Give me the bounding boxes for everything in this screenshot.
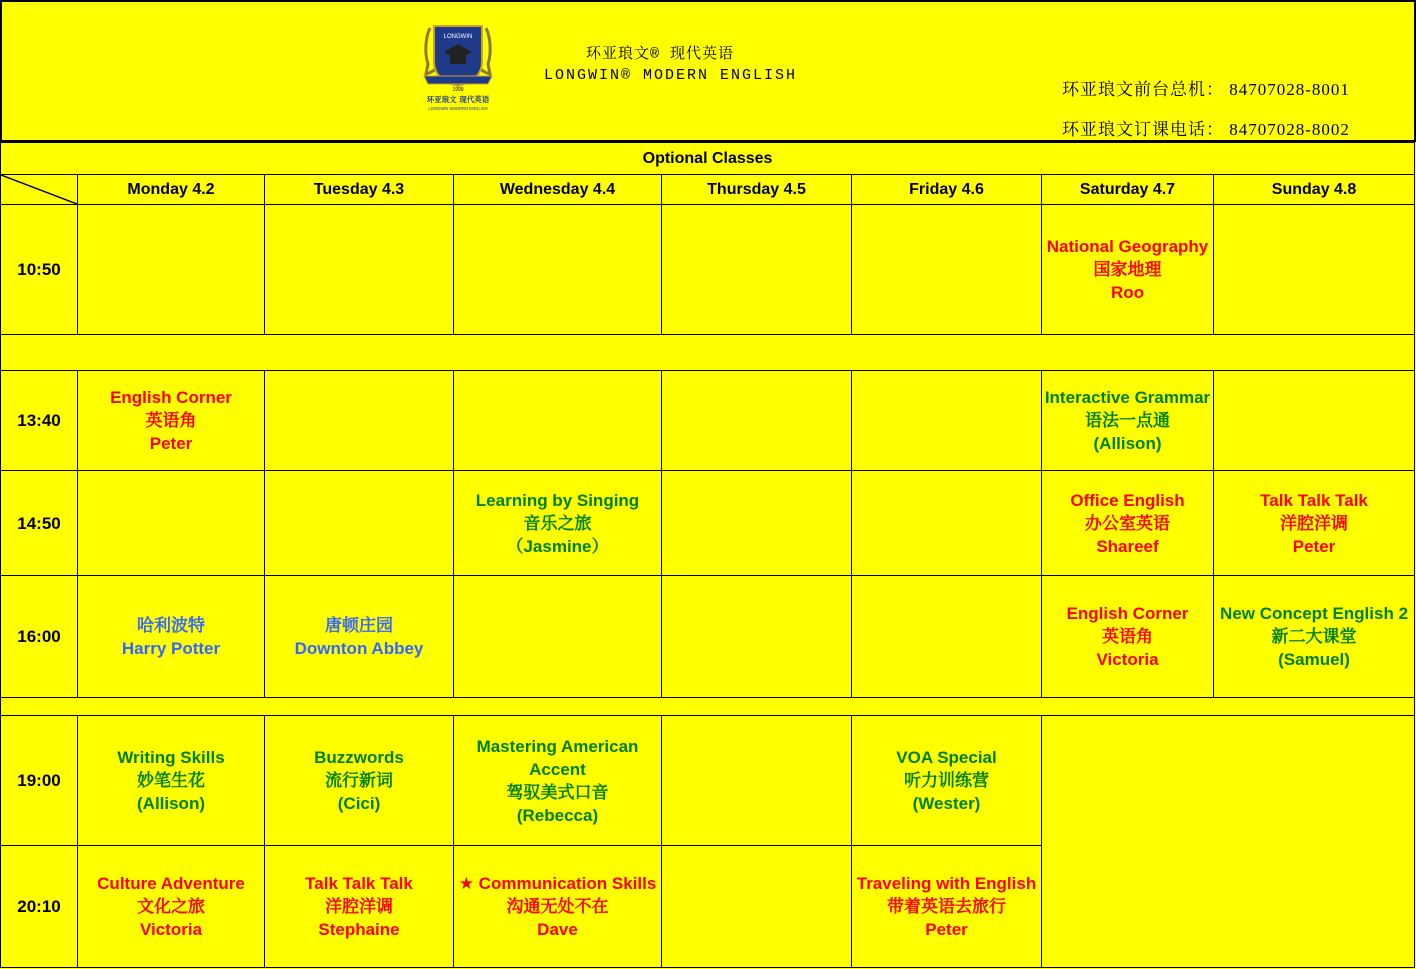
class-cell — [1042, 371, 1214, 471]
class-name-cn: 驾驭美式口音 — [506, 782, 609, 802]
class-name-cn: 带着英语去旅行 — [887, 897, 1006, 916]
teacher-name: (Rebecca) — [516, 805, 599, 825]
teacher-name: (Cici) — [337, 794, 381, 813]
empty-cell — [454, 205, 662, 335]
corner-cell — [1, 175, 78, 205]
class-cell — [1042, 576, 1214, 698]
longwin-logo — [420, 22, 496, 112]
class-name: English Corner — [110, 388, 232, 407]
class-cell — [1042, 471, 1214, 576]
empty-cell — [662, 576, 852, 698]
svg-text:LONGWIN: LONGWIN — [443, 34, 473, 40]
day-header: Sunday 4.8 — [1214, 175, 1415, 205]
day-header: Tuesday 4.3 — [265, 175, 454, 205]
teacher-name: Stephaine — [318, 920, 400, 939]
class-name: Writing Skills — [117, 748, 225, 767]
class-name: Talk Talk Talk — [1260, 490, 1368, 510]
empty-cell — [852, 205, 1042, 335]
teacher-name: Victoria — [139, 920, 203, 939]
time-slot: 16:00 — [1, 576, 78, 698]
class-name: Office English — [1070, 490, 1185, 510]
time-slot: 14:50 — [1, 471, 78, 576]
empty-cell — [265, 205, 454, 335]
class-cell — [454, 471, 662, 576]
class-name: Traveling with English — [856, 874, 1037, 893]
class-name-cn: 文化之旅 — [137, 897, 205, 916]
class-name-cn: 国家地理 — [1093, 260, 1162, 279]
class-name-cn: 哈利波特 — [137, 615, 205, 635]
time-slot: 13:40 — [1, 371, 78, 471]
class-name: Learning by Singing — [475, 490, 640, 510]
empty-cell — [1214, 205, 1415, 335]
class-name-cn: 唐顿庄园 — [325, 615, 393, 635]
empty-cell — [1214, 371, 1415, 471]
schedule-table — [0, 142, 1415, 968]
class-name: VOA Special — [896, 748, 997, 767]
class-name: Harry Potter — [121, 638, 221, 658]
empty-cell — [852, 471, 1042, 576]
booking-phone: 环亚琅文订课电话： 84707028-8002 — [1062, 120, 1350, 139]
class-name: Mastering American Accent — [476, 736, 639, 779]
teacher-name: (Allison) — [137, 794, 205, 813]
empty-cell — [454, 371, 662, 471]
school-name-en: LONGWIN® MODERN ENGLISH — [544, 67, 798, 84]
time-slot: 10:50 — [1, 205, 78, 335]
day-header: Thursday 4.5 — [662, 175, 852, 205]
class-cell — [1214, 471, 1415, 576]
svg-text:环亚琅文 现代英语: 环亚琅文 现代英语 — [426, 95, 490, 104]
teacher-name: (Allison) — [1093, 434, 1162, 453]
day-header: Wednesday 4.4 — [454, 175, 662, 205]
time-slot: 20:10 — [1, 846, 78, 968]
front-desk-phone: 环亚琅文前台总机： 84707028-8001 — [1062, 80, 1350, 99]
empty-cell — [662, 371, 852, 471]
teacher-name: Peter — [925, 920, 968, 939]
class-cell — [1214, 576, 1415, 698]
class-name-cn: 英语角 — [1102, 627, 1153, 646]
class-cell — [852, 716, 1042, 846]
empty-cell — [662, 846, 852, 968]
class-name-cn: 音乐之旅 — [523, 513, 592, 533]
class-cell — [265, 716, 454, 846]
empty-cell — [78, 205, 265, 335]
class-cell — [265, 846, 454, 968]
header — [0, 0, 1416, 142]
class-cell — [852, 846, 1042, 968]
class-name: ★ Communication Skills — [458, 874, 657, 893]
teacher-name: Dave — [537, 920, 578, 939]
empty-cell — [265, 471, 454, 576]
class-name-cn: 新二大课堂 — [1271, 627, 1357, 646]
day-header: Friday 4.6 — [852, 175, 1042, 205]
day-header: Saturday 4.7 — [1042, 175, 1214, 205]
class-cell — [78, 576, 265, 698]
empty-cell — [1042, 716, 1415, 968]
empty-cell — [662, 716, 852, 846]
svg-text:1999: 1999 — [452, 87, 464, 93]
class-name-cn: 洋腔洋调 — [1280, 513, 1349, 533]
teacher-name: Shareef — [1096, 536, 1159, 556]
class-name-cn: 流行新词 — [325, 771, 393, 790]
empty-cell — [852, 371, 1042, 471]
empty-cell — [454, 576, 662, 698]
class-name: National Geography — [1046, 237, 1209, 256]
svg-text:LONGWIN MODERN ENGLISH: LONGWIN MODERN ENGLISH — [428, 106, 488, 111]
empty-cell — [662, 205, 852, 335]
teacher-name: Victoria — [1096, 650, 1159, 669]
class-cell — [265, 576, 454, 698]
teacher-name: Peter — [149, 434, 193, 453]
class-cell — [454, 846, 662, 968]
class-name: Buzzwords — [314, 748, 404, 767]
empty-cell — [78, 471, 265, 576]
class-name-cn: 英语角 — [145, 411, 197, 430]
school-name-cn: 环亚琅文® 现代英语 — [586, 46, 735, 63]
spacer-row — [1, 335, 1415, 371]
class-name-cn: 听力训练营 — [904, 771, 989, 790]
schedule-title: Optional Classes — [1, 143, 1415, 175]
class-name: New Concept English 2 — [1220, 604, 1409, 623]
class-name-cn: 妙笔生花 — [137, 771, 205, 790]
class-cell — [78, 371, 265, 471]
class-cell — [1042, 205, 1214, 335]
class-cell — [454, 716, 662, 846]
class-name-cn: 办公室英语 — [1085, 513, 1170, 533]
class-name: Talk Talk Talk — [305, 874, 413, 893]
time-slot: 19:00 — [1, 716, 78, 846]
empty-cell — [852, 576, 1042, 698]
teacher-name: (Wester) — [912, 794, 981, 813]
teacher-name: (Samuel) — [1278, 650, 1350, 669]
teacher-name: （Jasmine） — [506, 536, 609, 556]
class-name: Downton Abbey — [294, 638, 424, 658]
teacher-name: Roo — [1110, 283, 1145, 302]
class-name: Culture Adventure — [97, 874, 245, 893]
spacer-row — [1, 698, 1415, 716]
teacher-name: Peter — [1292, 536, 1336, 556]
class-name: English Corner — [1066, 604, 1189, 623]
class-cell — [78, 716, 265, 846]
day-header: Monday 4.2 — [78, 175, 265, 205]
class-name-cn: 语法一点通 — [1085, 411, 1170, 430]
class-cell — [78, 846, 265, 968]
class-name: Interactive Grammar — [1044, 388, 1211, 407]
class-name-cn: 沟通无处不在 — [506, 897, 609, 916]
class-name-cn: 洋腔洋调 — [325, 897, 393, 916]
empty-cell — [662, 471, 852, 576]
empty-cell — [265, 371, 454, 471]
